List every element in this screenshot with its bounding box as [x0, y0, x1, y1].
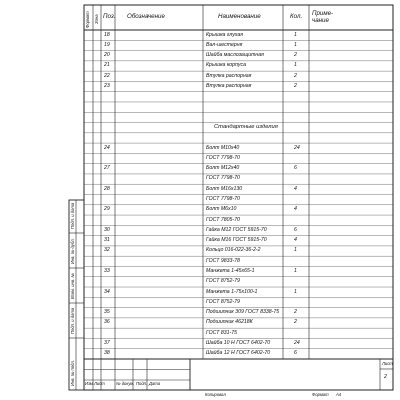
- row-pos: 21: [104, 62, 110, 69]
- row-name: Манжета 1-75х100-1: [206, 288, 258, 295]
- row-name: ГОСТ 7798-70: [206, 175, 240, 182]
- row-pos: 36: [104, 319, 110, 326]
- row-pos: 22: [104, 72, 110, 79]
- row-name: ГОСТ 8752-79: [206, 298, 240, 305]
- row-qty: 6: [294, 226, 297, 233]
- row-qty: 1: [294, 31, 297, 38]
- row-qty: 1: [294, 288, 297, 295]
- row-name: Втулка распорная: [206, 82, 252, 89]
- row-name: ГОСТ 7798-70: [206, 196, 240, 203]
- row-pos: 37: [104, 339, 110, 346]
- row-name: Стандартные изделия: [214, 124, 278, 131]
- row-pos: 31: [104, 237, 110, 244]
- row-pos: 19: [104, 41, 110, 48]
- stamp-signature: Подп.: [136, 381, 148, 386]
- row-pos: 38: [104, 350, 110, 357]
- row-name: ГОСТ 7805-70: [206, 216, 240, 223]
- row-pos: 24: [104, 144, 110, 151]
- row-qty: 6: [294, 165, 297, 172]
- row-name: ГОСТ 8752-79: [206, 278, 240, 285]
- row-name: Болт М12х40: [206, 165, 240, 172]
- row-pos: 34: [104, 288, 110, 295]
- row-name: Подшипник 46218К: [206, 319, 253, 326]
- side-sign-date-2: Подп. и дата: [70, 202, 75, 229]
- stamp-sheet: Лист: [94, 381, 105, 386]
- row-name: ГОСТ 7798-70: [206, 154, 240, 161]
- stamp-sheet-label: Лист: [382, 361, 393, 366]
- row-name: Шайба маслозащитная: [206, 52, 264, 59]
- row-pos: 20: [104, 52, 110, 59]
- row-qty: 24: [294, 144, 300, 151]
- row-qty: 2: [294, 309, 297, 316]
- row-qty: 4: [294, 237, 297, 244]
- row-qty: 4: [294, 206, 297, 213]
- row-name: Болт М10х40: [206, 144, 240, 151]
- row-name: ГОСТ 831-75: [206, 329, 238, 336]
- footer-format-value: А4: [336, 392, 342, 397]
- row-qty: 2: [294, 82, 297, 89]
- row-name: Манжета 1-45х65-1: [206, 268, 255, 274]
- row-qty: 1: [294, 268, 297, 274]
- row-name: Гайка М12 ГОСТ 5915-70: [206, 226, 267, 233]
- row-qty: 2: [294, 72, 297, 79]
- header-zone: Зона: [93, 14, 99, 24]
- row-name: Шайба 10 Н ГОСТ 6402-70: [206, 339, 271, 346]
- header-name: Наименование: [218, 13, 261, 20]
- header-pos: Поз.: [103, 13, 116, 20]
- row-pos: 35: [104, 309, 110, 316]
- footer-format-label: Формат: [312, 392, 329, 397]
- row-qty: 24: [294, 339, 300, 346]
- footer-copied: Копировал: [205, 392, 226, 397]
- header-note: Приме- чание: [312, 10, 334, 25]
- row-name: ГОСТ 9833-78: [206, 257, 240, 264]
- row-qty: 4: [294, 185, 297, 192]
- side-inv-orig: Инв. № подл.: [70, 360, 75, 386]
- row-name: Кольцо 016-022-36-2-2: [206, 247, 261, 254]
- row-qty: 6: [294, 350, 297, 357]
- stamp-date: Дата: [149, 381, 161, 386]
- row-name: Подшипник 309 ГОСТ 8338-75: [206, 309, 280, 316]
- row-pos: 33: [104, 268, 110, 274]
- row-name: Втулка распорная: [206, 72, 252, 79]
- row-name: Вал-шестерня: [206, 41, 243, 48]
- row-qty: 2: [294, 52, 297, 59]
- row-pos: 30: [104, 226, 110, 233]
- row-pos: 23: [104, 82, 110, 89]
- row-name: Крышка корпуса: [206, 62, 246, 69]
- row-pos: 32: [104, 247, 110, 254]
- stamp-change: Изм.: [85, 381, 94, 386]
- row-qty: 1: [294, 247, 297, 254]
- side-replace-inv: Взам. инв. №: [70, 273, 75, 299]
- row-pos: 27: [104, 165, 110, 172]
- row-name: Гайка М16 ГОСТ 5915-70: [206, 237, 267, 244]
- row-pos: 29: [104, 206, 110, 213]
- row-name: Крышка глухая: [206, 31, 243, 38]
- row-name: Болт М6х10: [206, 206, 237, 213]
- row-name: Болт М16х130: [206, 185, 243, 192]
- header-designation: Обозначение: [127, 13, 165, 20]
- stamp-doc-no: № докум.: [116, 381, 135, 386]
- header-qty: Кол.: [290, 13, 303, 20]
- row-pos: 18: [104, 31, 110, 38]
- row-qty: 1: [294, 62, 297, 69]
- stamp-sheet-number: 2: [384, 374, 387, 380]
- header-format: Формат: [85, 11, 90, 28]
- row-pos: 28: [104, 185, 110, 192]
- side-inv-dup: Инв. № дубл.: [70, 238, 75, 264]
- row-qty: 1: [294, 41, 297, 48]
- row-name: Шайба 12 Н ГОСТ 6402-70: [206, 350, 271, 357]
- row-qty: 2: [294, 319, 297, 326]
- side-sign-date-1: Подп. и дата: [70, 307, 75, 334]
